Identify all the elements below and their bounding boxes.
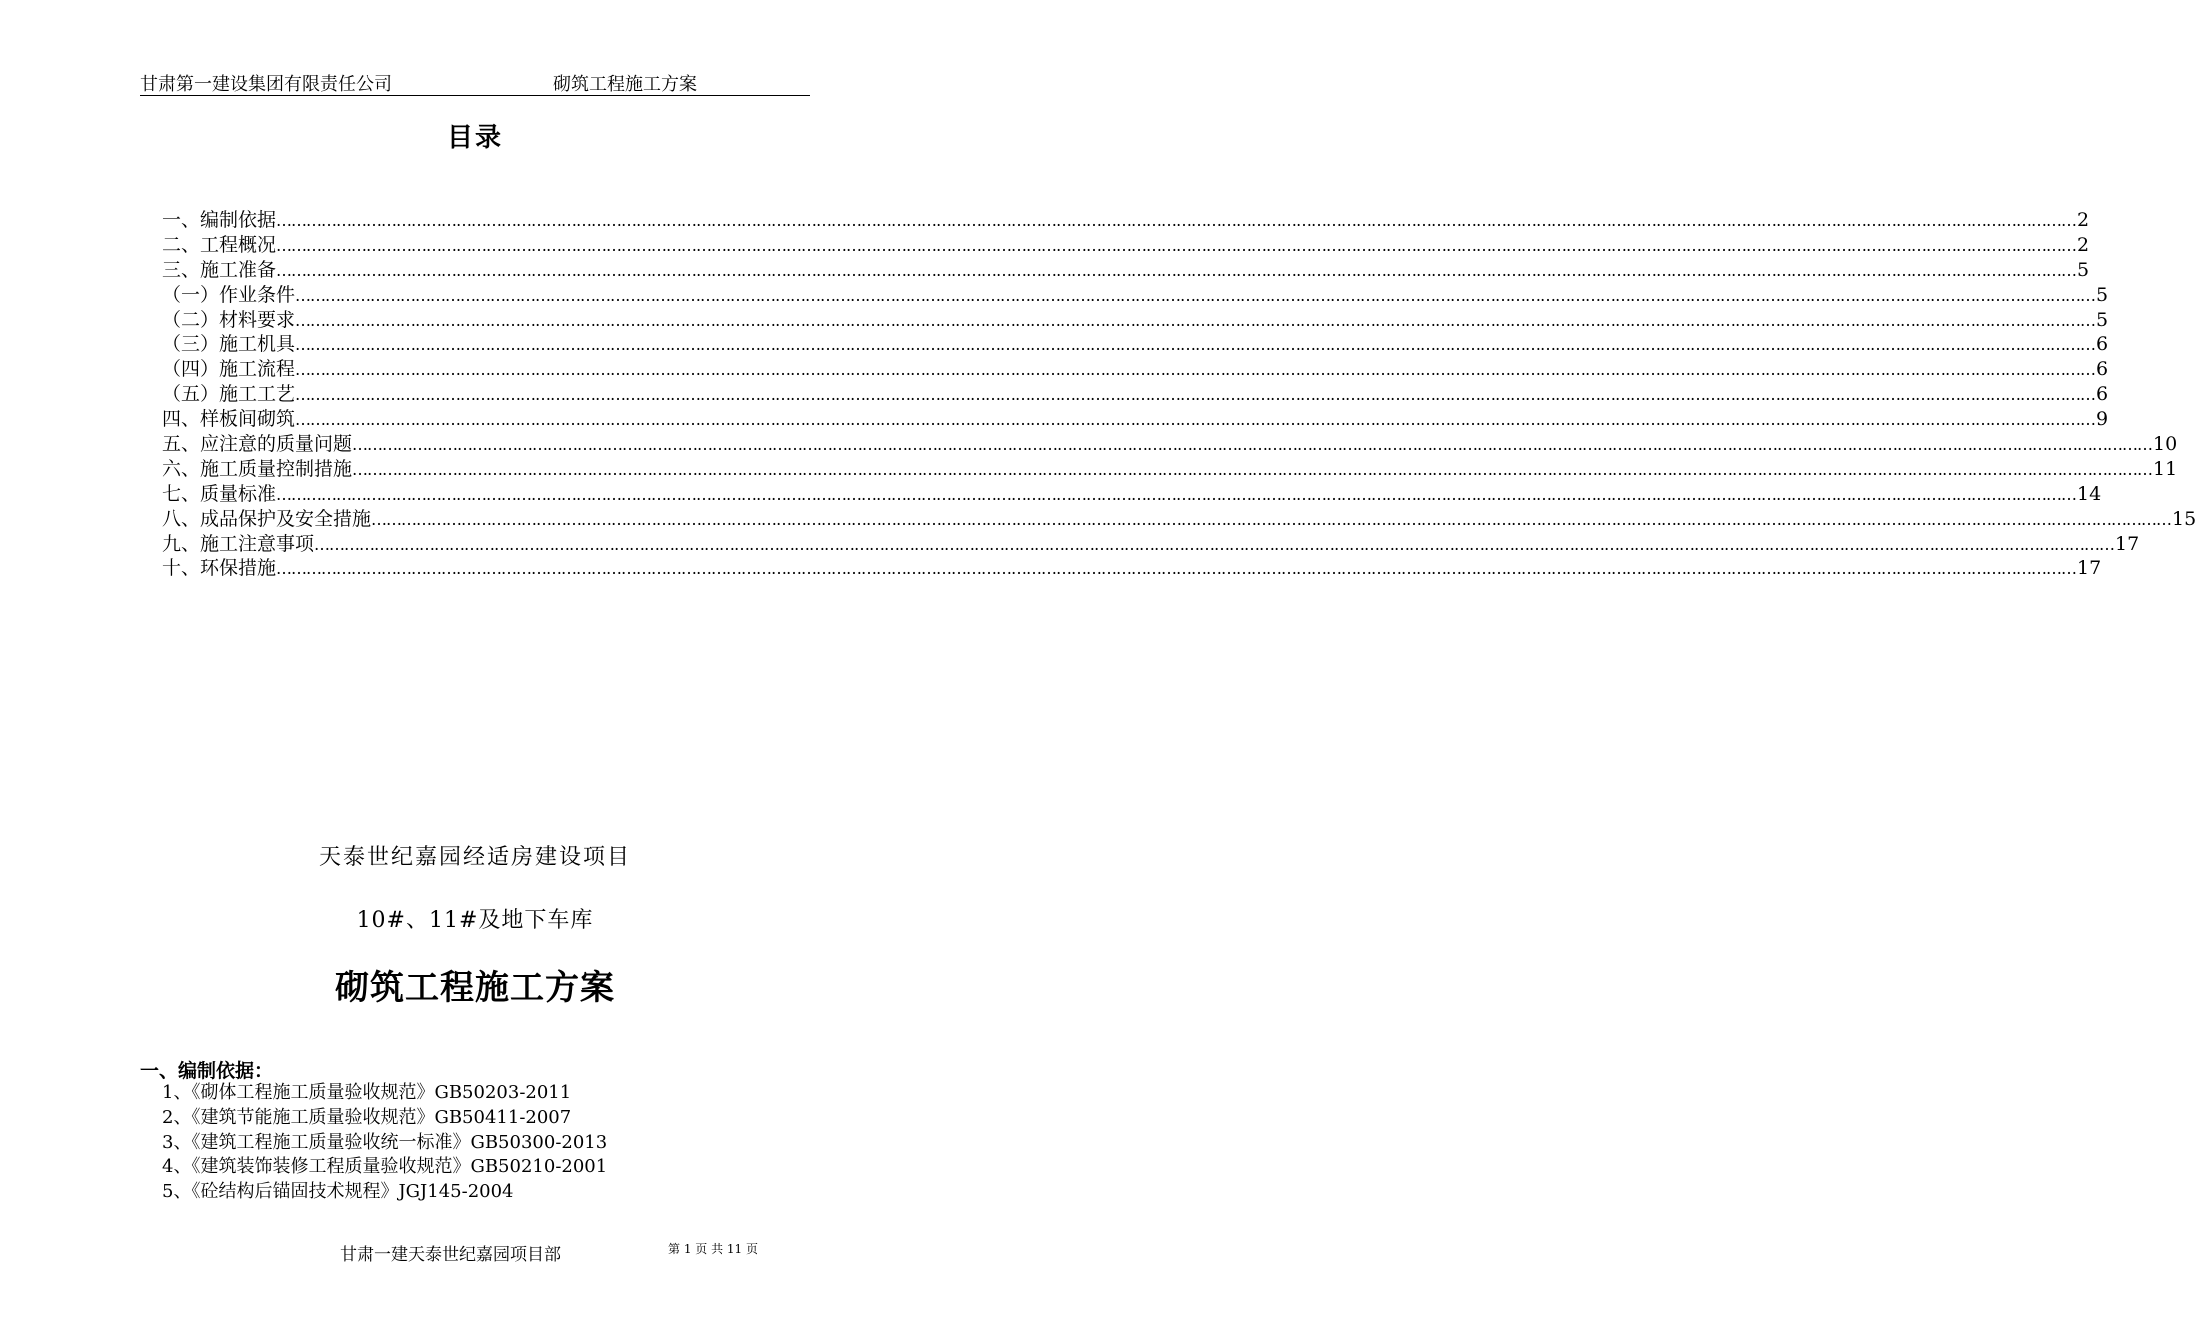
toc-item[interactable]: [162, 407, 2109, 432]
toc-item[interactable]: [162, 457, 2178, 482]
toc-leader-dots: ………………………………………………………………………………………………………………………………………………………………………………………………………………………………………………………………………………………………………………………………: [276, 235, 2077, 255]
toc-item-label: 七、质量标准: [162, 482, 277, 505]
toc-item-label: （一）作业条件: [162, 283, 296, 306]
toc-leader-dots: ………………………………………………………………………………………………………………………………………………………………………………………………………………………………………………………………………………………………………………………………: [295, 285, 2096, 305]
toc-item[interactable]: [162, 308, 2109, 333]
footer-org: 甘肃一建天泰世纪嘉园项目部: [340, 1245, 561, 1265]
section-heading: 一、编制依据：: [140, 1060, 274, 1082]
toc-item-label: 三、施工准备: [162, 258, 277, 281]
toc-leader-dots: ………………………………………………………………………………………………………………………………………………………………………………………………………………………………………………………………………………………………………………………………: [276, 211, 2077, 230]
toc-item[interactable]: [162, 332, 2109, 357]
toc-item-label: 一、编制依据: [162, 209, 277, 231]
toc-item[interactable]: [162, 556, 2102, 581]
toc-item[interactable]: [162, 233, 2090, 258]
toc-item[interactable]: [162, 432, 2178, 457]
toc-item-page: 14: [2077, 482, 2102, 505]
toc-item[interactable]: [162, 532, 2140, 557]
toc-item-label: （五）施工工艺: [162, 383, 296, 406]
reference-item: 1、《砌体工程施工质量验收规范》GB50203-2011: [162, 1082, 572, 1103]
toc-item[interactable]: [162, 357, 2109, 382]
toc-item-page: 10: [2153, 433, 2178, 456]
toc-item[interactable]: [162, 482, 2102, 507]
toc-item-label: （三）施工机具: [162, 333, 296, 356]
reference-item: 2、《建筑节能施工质量验收规范》GB50411-2007: [162, 1106, 572, 1128]
toc-leader-dots: ………………………………………………………………………………………………………………………………………………………………………………………………………………………………………………………………………………………………………………………………: [276, 260, 2077, 280]
toc-item-page: 17: [2115, 532, 2140, 555]
toc-item-page: 5: [2096, 308, 2109, 331]
toc-item-page: 9: [2096, 408, 2109, 431]
toc-item-label: 九、施工注意事项: [162, 532, 315, 555]
toc-item-label: 五、应注意的质量问题: [162, 433, 353, 456]
toc-item[interactable]: [162, 258, 2090, 283]
toc-item-label: 十、环保措施: [162, 557, 277, 580]
toc-item-page: 6: [2096, 383, 2109, 406]
toc-leader-dots: ………………………………………………………………………………………………………………………………………………………………………………………………………………………………………………………………………………………………………………………………: [352, 435, 2153, 455]
toc-item-page: 17: [2077, 557, 2102, 580]
toc-leader-dots: ………………………………………………………………………………………………………………………………………………………………………………………………………………………………………………………………………………………………………………………………: [276, 484, 2077, 504]
toc-leader-dots: ………………………………………………………………………………………………………………………………………………………………………………………………………………………………………………………………………………………………………………………………: [295, 385, 2096, 405]
toc-leader-dots: ………………………………………………………………………………………………………………………………………………………………………………………………………………………………………………………………………………………………………………………………: [295, 360, 2096, 380]
reference-list: [162, 1081, 607, 1205]
page-header: [140, 70, 810, 96]
toc-item-page: 6: [2096, 333, 2109, 356]
toc-leader-dots: ………………………………………………………………………………………………………………………………………………………………………………………………………………………………………………………………………………………………………………………………: [295, 335, 2096, 355]
page-number: 第 1 页 共 11 页: [668, 1242, 758, 1256]
reference-item: 4、《建筑装饰装修工程质量验收规范》GB50210-2001: [162, 1156, 608, 1178]
header-doc-title: 砌筑工程施工方案: [553, 74, 697, 95]
toc-item-page: 15: [2172, 507, 2196, 530]
toc-leader-dots: ………………………………………………………………………………………………………………………………………………………………………………………………………………………………………………………………………………………………………………………………: [352, 459, 2153, 479]
toc-item[interactable]: [162, 283, 2109, 308]
toc-item-page: 5: [2096, 283, 2109, 306]
toc-title: 目录: [446, 123, 503, 153]
toc-leader-dots: ………………………………………………………………………………………………………………………………………………………………………………………………………………………………………………………………………………………………………………………………: [276, 559, 2077, 579]
project-scope: 10#、11#及地下车库: [356, 908, 594, 933]
toc-item-page: 11: [2153, 457, 2178, 480]
reference-item: 5、《砼结构后锚固技术规程》JGJ145-2004: [162, 1181, 514, 1203]
toc-item[interactable]: [162, 208, 2090, 233]
toc-item-page: 6: [2096, 358, 2109, 381]
toc-item-label: 六、施工质量控制措施: [162, 457, 353, 480]
toc-item-label: （二）材料要求: [162, 308, 296, 331]
toc-item[interactable]: [162, 507, 2196, 532]
toc-item-page: 5: [2077, 258, 2090, 281]
header-company: 甘肃第一建设集团有限责任公司: [140, 74, 392, 95]
toc-item-page: 2: [2077, 233, 2090, 256]
table-of-contents: [162, 208, 2196, 581]
reference-item: 3、《建筑工程施工质量验收统一标准》GB50300-2013: [162, 1131, 608, 1153]
toc-item-label: 八、成品保护及安全措施: [162, 507, 372, 530]
project-name: 天泰世纪嘉园经适房建设项目: [318, 845, 631, 870]
toc-leader-dots: ………………………………………………………………………………………………………………………………………………………………………………………………………………………………………………………………………………………………………………………………: [295, 310, 2096, 330]
toc-item-page: 2: [2077, 209, 2090, 231]
toc-item-label: （四）施工流程: [162, 358, 296, 381]
toc-item[interactable]: [162, 382, 2109, 407]
toc-leader-dots: ………………………………………………………………………………………………………………………………………………………………………………………………………………………………………………………………………………………………………………………………: [314, 534, 2115, 554]
toc-leader-dots: ………………………………………………………………………………………………………………………………………………………………………………………………………………………………………………………………………………………………………………………………: [371, 509, 2172, 529]
toc-leader-dots: ………………………………………………………………………………………………………………………………………………………………………………………………………………………………………………………………………………………………………………………………: [295, 410, 2096, 430]
toc-item-label: 二、工程概况: [162, 233, 277, 256]
toc-item-label: 四、样板间砌筑: [162, 408, 296, 431]
document-title: 砌筑工程施工方案: [335, 968, 615, 1008]
